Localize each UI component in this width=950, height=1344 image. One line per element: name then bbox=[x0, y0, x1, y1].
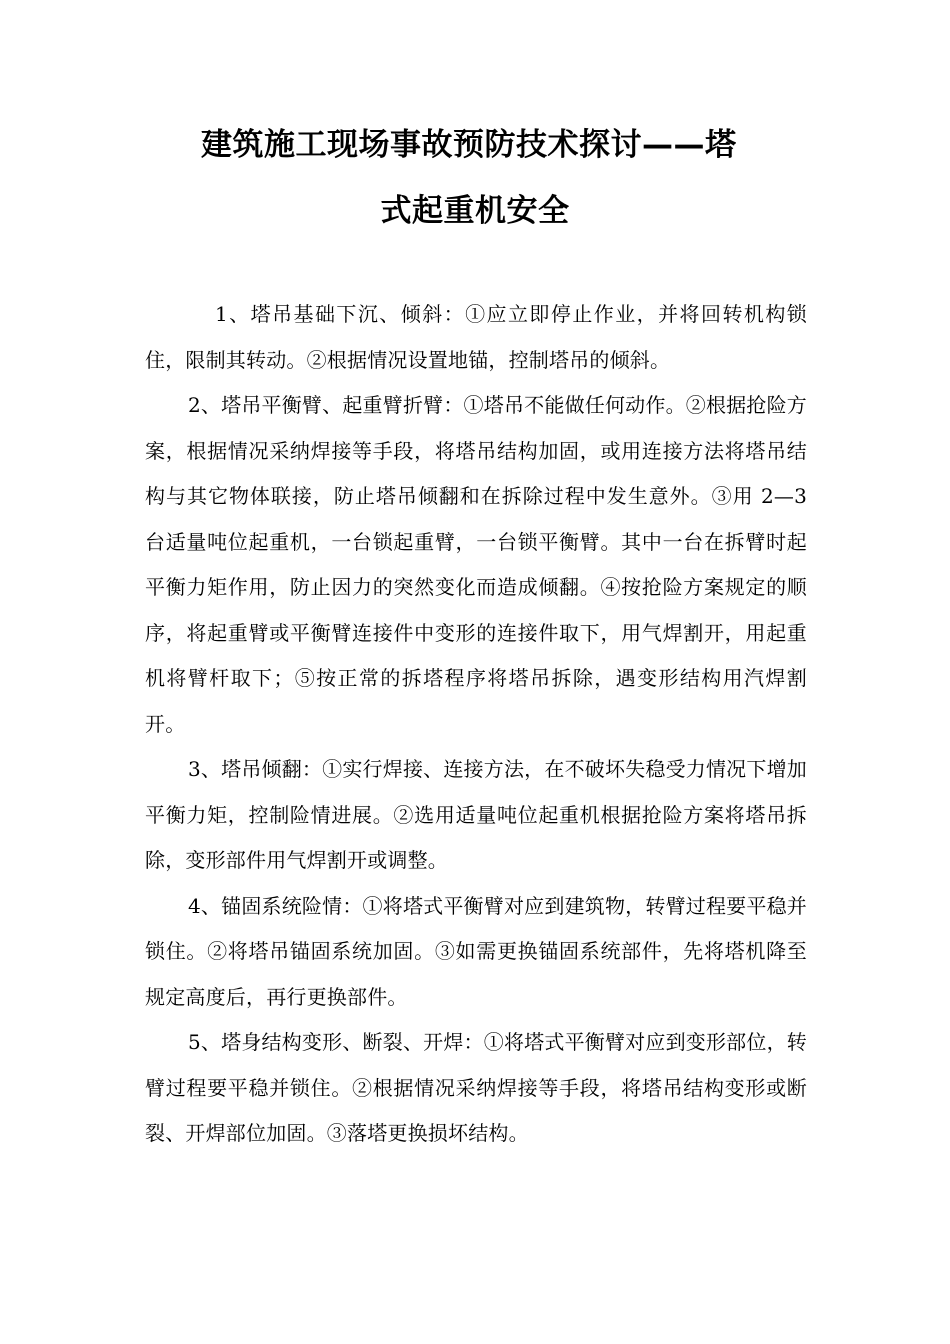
paragraph-1: 1、塔吊基础下沉、倾斜：①应立即停止作业，并将回转机构锁住，限制其转动。②根据情况设置地锚，控制塔吊的倾斜。 bbox=[145, 302, 807, 372]
title-line-1: 建筑施工现场事故预防技术探讨——塔 bbox=[201, 127, 737, 163]
document-title bbox=[145, 112, 805, 244]
paragraph-3: 3、塔吊倾翻：①实行焊接、连接方法，在不破坏失稳受力情况下增加平衡力矩，控制险情进展。②选用适量吨位起重机根据抢险方案将塔吊拆除，变形部件用气焊割开或调整。 bbox=[145, 757, 807, 872]
paragraph-2: 2、塔吊平衡臂、起重臂折臂：①塔吊不能做任何动作。②根据抢险方案，根据情况采纳焊接等手段，将塔吊结构加固，或用连接方法将塔吊结构与其它物体联接，防止塔吊倾翻和在拆除过程中发生意外。③用 2—3 台适量吨位起重机，一台锁起重臂，一台锁平衡臂。其中一台在拆臂时起平衡力矩作用，防止因力的突然变化而造成倾翻。④按抢险方案规定的顺序，将起重臂或平衡臂连接件中变形的连接件取下，用气焊割开，用起重机将臂杆取下；⑤按正常的拆塔程序将塔吊拆除，遇变形结构用汽焊割开。 bbox=[145, 393, 807, 736]
document-body bbox=[145, 292, 807, 1157]
paragraph-4: 4、锚固系统险情：①将塔式平衡臂对应到建筑物，转臂过程要平稳并锁住。②将塔吊锚固系统加固。③如需更换锚固系统部件，先将塔机降至规定高度后，再行更换部件。 bbox=[145, 893, 807, 1009]
paragraph-5: 5、塔身结构变形、断裂、开焊：①将塔式平衡臂对应到变形部位，转臂过程要平稳并锁住。②根据情况采纳焊接等手段，将塔吊结构变形或断裂、开焊部位加固。③落塔更换损坏结构。 bbox=[145, 1030, 807, 1145]
title-line-2: 式起重机安全 bbox=[380, 193, 570, 229]
